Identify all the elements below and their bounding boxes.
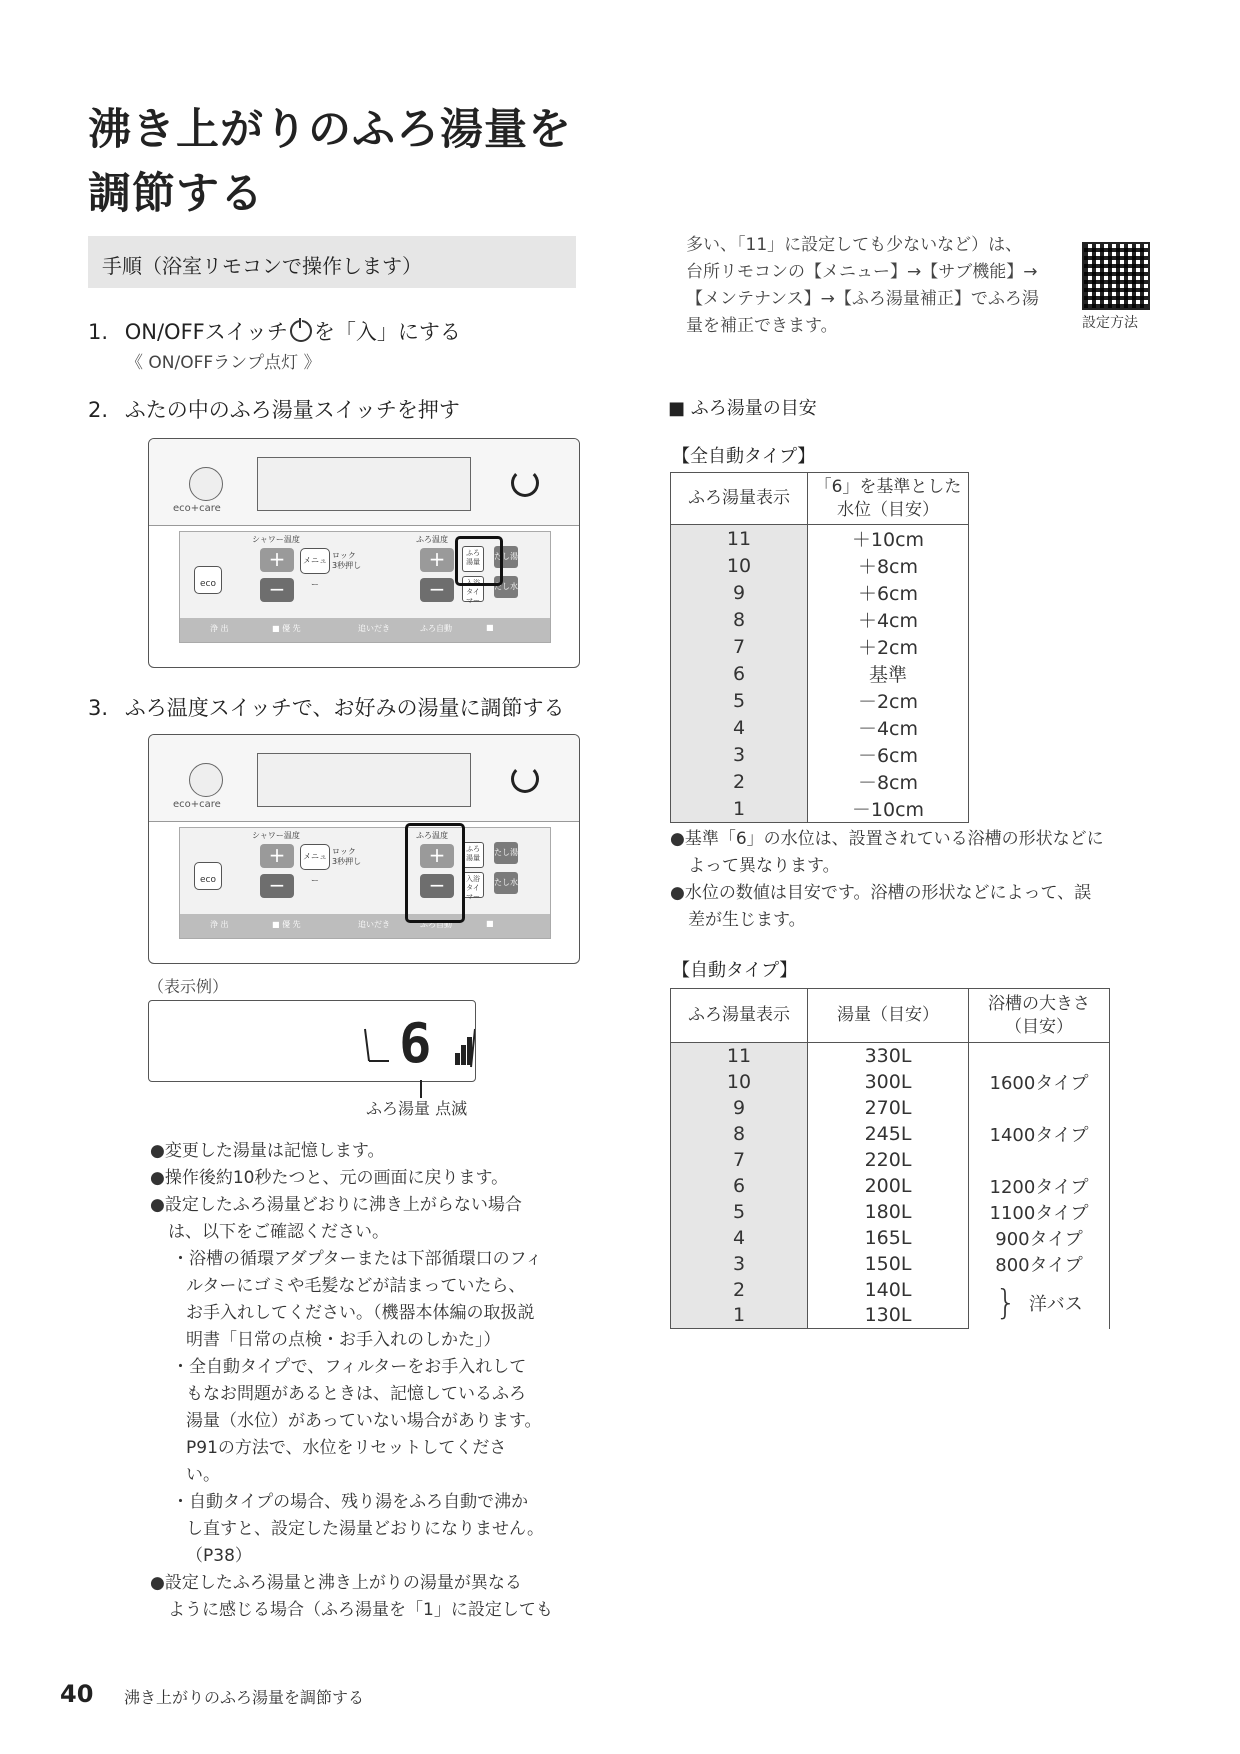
level-cell: 2 [671, 768, 808, 795]
level-cell: 2 [671, 1277, 808, 1303]
level-cell: 5 [671, 1199, 808, 1225]
eco-care-label: eco+care [173, 799, 221, 810]
shower-minus-button: − [260, 874, 294, 898]
title-line-2: 調節する [88, 169, 264, 219]
sub-note-3-line-3: （P38） [186, 1546, 252, 1566]
qr-caption: 設定方法 [1082, 315, 1138, 331]
sub-note-2-line-5: い。 [186, 1465, 220, 1485]
table-row [671, 1121, 1110, 1147]
table-row [671, 687, 969, 714]
table-row [671, 1043, 1110, 1069]
lock-label: ロック [332, 551, 356, 560]
volume-cell: 180L [808, 1199, 969, 1225]
sub-note-3: ・自動タイプの場合、残り湯をふろ自動で沸か [172, 1492, 529, 1512]
eco-button: eco [194, 862, 222, 890]
tashimizu-button: たし水 [494, 872, 518, 894]
footer-title: 沸き上がりのふろ湯量を調節する [124, 1688, 365, 1707]
level-cell: 8 [671, 1121, 808, 1147]
level-cell: 1 [671, 1303, 808, 1329]
title-line-1: 沸き上がりのふろ湯量を [88, 105, 572, 155]
volume-cell: 300L [808, 1069, 969, 1095]
remote-panel [179, 827, 551, 939]
bath-temp-label: ふろ温度 [416, 831, 448, 840]
table-1-header-1: ふろ湯量表示 [671, 473, 808, 525]
yobasu-label: 洋バス [1028, 1293, 1083, 1315]
tub-size-cell: 900タイプ [969, 1225, 1110, 1251]
table-row [671, 768, 969, 795]
sub-note-1-line-2: ルターにゴミや毛髪などが詰まっていたら、 [186, 1276, 526, 1296]
procedure-heading: 手順（浴室リモコンで操作します） [102, 254, 422, 278]
volume-cell: 150L [808, 1251, 969, 1277]
level-cell: 7 [671, 1147, 808, 1173]
table-row [671, 1251, 1110, 1277]
sub-note-1-line-3: お手入れしてください。（機器本体編の取扱説 [186, 1303, 535, 1323]
water-level-cell: 基準 [808, 660, 969, 687]
table-row [671, 1199, 1110, 1225]
tub-size-cell: 1100タイプ [969, 1199, 1110, 1225]
remote-illustration-2 [148, 734, 580, 964]
table-row [671, 579, 969, 606]
water-level-cell: －8cm [808, 768, 969, 795]
page-number: 40 [60, 1680, 94, 1708]
step-2-text: ふたの中のふろ湯量スイッチを押す [124, 398, 460, 422]
table-2-heading: 【自動タイプ】 [672, 960, 798, 981]
furo-yuryo-button: ふろ 湯量 [462, 546, 484, 572]
level-cell: 4 [671, 1225, 808, 1251]
tashiyu-button: たし湯 [494, 842, 518, 864]
volume-cell: 220L [808, 1147, 969, 1173]
eco-care-label: eco+care [173, 503, 221, 514]
table-row [671, 1225, 1110, 1251]
timer-button: 入浴 タイマー [462, 576, 484, 602]
right-note-2: ●水位の数値は目安です。浴槽の形状などによって、誤 [670, 883, 1092, 903]
power-ring-icon [511, 765, 539, 793]
right-text-line-1: 多い、「11」に設定しても少ないなど）は、 [686, 235, 1023, 255]
tub-size-cell: 1600タイプ [969, 1069, 1110, 1095]
table-row [671, 1277, 1110, 1303]
page-title [88, 98, 608, 226]
level-cell: 7 [671, 633, 808, 660]
level-cell: 1 [671, 795, 808, 823]
bath-plus-button: + [420, 548, 454, 572]
table-2-header-3: 浴槽の大きさ （目安） [969, 989, 1110, 1043]
table-1-header-2: 「6」を基準とした 水位（目安） [808, 473, 969, 525]
example-label: （表示例） [148, 977, 229, 996]
level-cell: 11 [671, 525, 808, 553]
level-cell: 3 [671, 1251, 808, 1277]
sub-note-2: ・全自動タイプで、フィルターをお手入れして [172, 1357, 527, 1377]
example-digit: 6 [399, 1012, 432, 1075]
shower-plus-button: + [260, 548, 294, 572]
bath-minus-button: − [420, 578, 454, 602]
bath-plus-button: + [420, 844, 454, 868]
lock-label: ロック [332, 847, 356, 856]
table-row [671, 552, 969, 579]
furo-yuryo-button: ふろ 湯量 [462, 842, 484, 868]
shower-minus-button: − [260, 578, 294, 602]
table-1-heading: 【全自動タイプ】 [672, 446, 816, 467]
table-row [671, 795, 969, 823]
volume-cell: 270L [808, 1095, 969, 1121]
note-bullet-3-cont: は、以下をご確認ください。 [168, 1222, 389, 1242]
shower-plus-button: + [260, 844, 294, 868]
right-note-1-cont: よって異なります。 [688, 856, 840, 876]
tashimizu-button: たし水 [494, 576, 518, 598]
highlight-bath-temp [405, 823, 465, 923]
example-caption: ふろ湯量 点滅 [366, 1099, 468, 1118]
timer-button: 入浴 タイマー [462, 872, 484, 898]
table-row [671, 525, 969, 553]
step-1 [88, 316, 461, 346]
volume-cell: 165L [808, 1225, 969, 1251]
note-bullet-3: ●設定したふろ湯量どおりに沸き上がらない場合 [150, 1195, 522, 1215]
qr-code-icon [1082, 242, 1150, 310]
table-full-auto [670, 472, 969, 823]
step-1-sub: 《 ON/OFFランプ点灯 》 [126, 353, 321, 373]
table-2-header-2: 湯量（目安） [808, 989, 969, 1043]
eco-button: eco [194, 566, 222, 594]
water-level-cell: －4cm [808, 714, 969, 741]
sub-note-2-line-2: もなお問題があるときは、記憶しているふろ [186, 1384, 526, 1404]
level-cell: 6 [671, 1173, 808, 1199]
table-row [671, 741, 969, 768]
level-cell: 4 [671, 714, 808, 741]
power-icon [290, 320, 312, 342]
table-row [671, 1095, 1110, 1121]
brace-icon: } [995, 1282, 1017, 1323]
sub-note-2-line-3: 湯量（水位）があっていない場合があります。 [186, 1411, 542, 1431]
bath-temp-label: ふろ温度 [416, 535, 448, 544]
note-bullet-1: ●変更した湯量は記憶します。 [150, 1141, 385, 1161]
note-bullet-2: ●操作後約10秒たつと、元の画面に戻ります。 [150, 1168, 509, 1188]
level-cell: 9 [671, 579, 808, 606]
remote-screen [257, 457, 471, 511]
tashiyu-button: たし湯 [494, 546, 518, 568]
step-2 [88, 394, 460, 424]
table-row [671, 1173, 1110, 1199]
table-auto [670, 988, 1110, 1329]
sub-note-2-line-4: P91の方法で、水位をリセットしてくださ [186, 1438, 507, 1458]
tub-size-cell: 1400タイプ [969, 1121, 1110, 1147]
sub-note-1-line-4: 明書「日常の点検・お手入れのしかた」） [186, 1330, 501, 1350]
level-cell: 6 [671, 660, 808, 687]
step-1-number: 1. [88, 320, 109, 344]
table-row [671, 1147, 1110, 1173]
volume-cell: 130L [808, 1303, 969, 1329]
knob-icon [189, 763, 223, 797]
knob-icon [189, 467, 223, 501]
table-row [671, 633, 969, 660]
right-text-line-3: 【メンテナンス】→【ふろ湯量補正】でふろ湯 [686, 289, 1039, 309]
remote-illustration-1 [148, 438, 580, 668]
step-3-number: 3. [88, 696, 109, 720]
level-cell: 9 [671, 1095, 808, 1121]
water-level-cell: －10cm [808, 795, 969, 823]
note-bullet-4: ●設定したふろ湯量と沸き上がりの湯量が異なる [150, 1573, 522, 1593]
table-row [671, 1069, 1110, 1095]
water-level-cell: ＋6cm [808, 579, 969, 606]
right-note-2-cont: 差が生じます。 [688, 910, 806, 930]
shower-temp-label: シャワー温度 [252, 535, 300, 544]
table-row [671, 606, 969, 633]
highlight-furo-yuryo [455, 536, 503, 586]
level-cell: 5 [671, 687, 808, 714]
volume-cell: 245L [808, 1121, 969, 1147]
remote-strip: 浄 出 ■ 優 先 追いだき ふろ自動 ■ [180, 618, 550, 642]
right-text-line-4: 量を補正できます。 [686, 316, 838, 336]
example-display [148, 1000, 476, 1082]
step-3 [88, 692, 564, 722]
tub-size-cell: 1200タイプ [969, 1173, 1110, 1199]
volume-cell: 330L [808, 1043, 969, 1069]
tub-size-cell [969, 1043, 1110, 1069]
tub-size-cell [969, 1095, 1110, 1121]
level-cell: 10 [671, 1069, 808, 1095]
step-2-number: 2. [88, 398, 109, 422]
sub-note-3-line-2: し直すと、設定した湯量どおりになりません。 [186, 1519, 545, 1539]
step-1-text-a: ON/OFFスイッチ [124, 320, 288, 344]
remote-strip: 浄 出 ■ 優 先 追いだき ふろ自動 ■ [180, 914, 550, 938]
lock-sub-label: 3秒押し [332, 561, 362, 570]
tub-size-cell-yobasu [969, 1277, 1110, 1329]
water-level-cell: ＋4cm [808, 606, 969, 633]
level-cell: 8 [671, 606, 808, 633]
water-level-cell: ＋2cm [808, 633, 969, 660]
level-cell: 11 [671, 1043, 808, 1069]
bath-minus-button: − [420, 874, 454, 898]
step-3-text: ふろ温度スイッチで、お好みの湯量に調節する [124, 696, 565, 720]
menu-button: メニュー [300, 548, 330, 574]
shower-temp-label: シャワー温度 [252, 831, 300, 840]
note-bullet-4-cont: ように感じる場合（ふろ湯量を「1」に設定しても [168, 1600, 553, 1620]
right-text-line-2: 台所リモコンの【メニュー】→【サブ機能】→ [686, 262, 1038, 282]
menu-button: メニュー [300, 844, 330, 870]
level-cell: 10 [671, 552, 808, 579]
volume-cell: 200L [808, 1173, 969, 1199]
table-2-header-1: ふろ湯量表示 [671, 989, 808, 1043]
tub-size-cell [969, 1147, 1110, 1173]
water-level-cell: ＋8cm [808, 552, 969, 579]
water-level-cell: －2cm [808, 687, 969, 714]
volume-cell: 140L [808, 1277, 969, 1303]
step-1-text-b: を「入」にする [313, 320, 461, 344]
lock-sub-label: 3秒押し [332, 857, 362, 866]
water-level-cell: ＋10cm [808, 525, 969, 553]
sub-note-1: ・浴槽の循環アダプターまたは下部循環口のフィ [172, 1249, 543, 1269]
right-note-1: ●基準「6」の水位は、設置されている浴槽の形状などに [670, 829, 1104, 849]
tub-size-cell: 800タイプ [969, 1251, 1110, 1277]
level-cell: 3 [671, 741, 808, 768]
remote-screen [257, 753, 471, 807]
section-heading: ■ ふろ湯量の目安 [668, 398, 817, 419]
table-row [671, 714, 969, 741]
table-row [671, 660, 969, 687]
power-ring-icon [511, 469, 539, 497]
water-level-cell: －6cm [808, 741, 969, 768]
